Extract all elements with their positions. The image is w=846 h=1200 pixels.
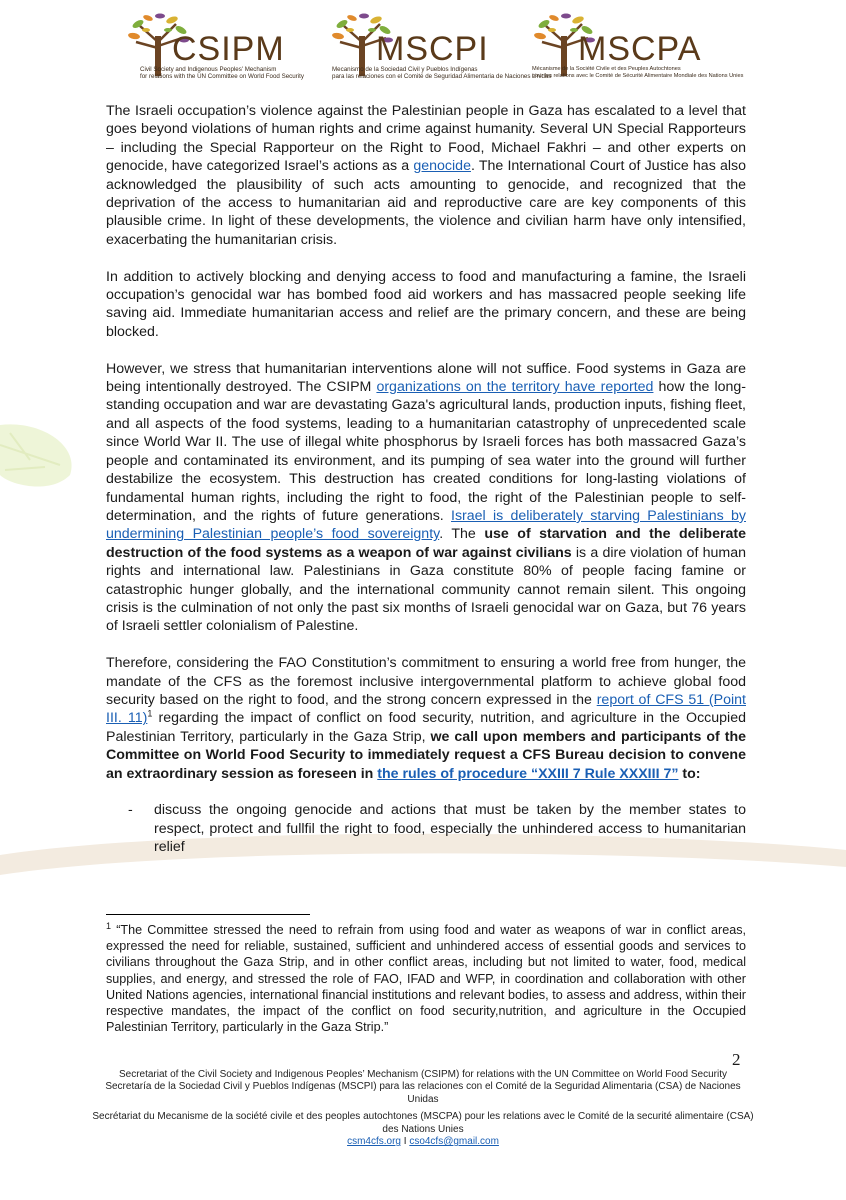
rules-of-procedure-link[interactable]: the rules of procedure “XXIII 7 Rule XXXIII 7” [377, 765, 679, 782]
page-number: 2 [732, 1050, 741, 1069]
footnote-marker: 1 [106, 920, 112, 931]
logo-mscpa [532, 10, 742, 92]
genocide-link[interactable]: genocide [413, 158, 471, 175]
logo-subtitle: Mecanismo de la Sociedad Civil y Pueblos Indígenas para las relaciones con el Comité de Seguridad Alimentaria de Naciones Unidas [332, 66, 552, 81]
document-body [106, 102, 746, 857]
footer-line-french: Secrétariat du Mecanisme de la société civile et des peoples autochtones (MSCPA) pour les relations avec le Comité de la securité alimentaire (CSA) des Nations Unies [92, 1111, 754, 1135]
footnote: $^1$ “The Committee stressed the need to refrain from using food and water as weapons of war in conflict areas, expressed the need for reliable, sustained, sufficient and unhindered access of essential goods and services to civilians throughout the Gaza Strip, and in other conflict areas, including but not limited to water, food, medical supplies, and energy, and stressed the role of FAO, IFAD and WFP, in coordination and collaboration with other United Nations agencies, international financial institutions and relevant bodies, to assess and address, within their respective mandates, the impact of the conflict on food security,nutrition, and agriculture in the Occupied Palestinian Territory, particularly in the Gaza Strip.” [106, 920, 746, 1035]
paragraph-3: However, we stress that humanitarian interventions alone will not suffice. Food systems in Gaza are being intentionally destroyed. The CSIPM organizations on the territory have reported how the long-standing occupation and war are devastating Gaza's agricultural lands, production inputs, fishing fleet, and all aspects of the food systems, leading to a humanitarian catastrophy of unprecedented scale since World War II. The use of illegal white phosphorus by Israeli forces has both massacred Gaza’s people and contaminated its environment, and its pumping of sea water into the ground will further destabilize the ecosystem. This destruction has created conditions for long-lasting violations of fundamental human rights, including the right to food, the right of the Palestinian people to self-determination, and the rights of future generations. Israel is deliberately starving Palestinians by undermining Palestinian people’s food sovereignty. The use of starvation and the deliberate destruction of the food systems as a weapon of war against civilians is a dire violation of human rights and international law. Palestinians in Gaza constitute 80% of people facing famine or catastrophic hunger globally, and the international community cannot remain silent. This ongoing crisis is the culmination of not only the past six months of Israeli genocidal war on Gaza, but 76 years of Israeli settler colonialism of Palestine. [106, 360, 747, 635]
logo-csipm [126, 10, 316, 92]
logo-acronym: MSCPA [578, 30, 702, 68]
letterhead [0, 10, 846, 92]
leaf-watermark-icon [0, 415, 90, 495]
page-footer [90, 1069, 756, 1148]
paragraph-4: Therefore, considering the FAO Constitution’s commitment to ensuring a world free from hunger, the mandate of the CFS as the foremost inclusive intergovernmental platform to achieve global food security based on the right to food, and the strong concern expressed in the report of CFS 51 (Point III. 11)$^1$ regarding the impact of conflict on food security, nutrition, and agriculture in the Occupied Palestinian Territory, particularly in the Gaza Strip, we call upon members and participants of the Committee on World Food Security to immediately request a CFS Bureau decision to convene an extraordinary session as foreseen in the rules of procedure “XXIII 7 Rule XXXIII 7” to: [106, 655, 746, 782]
organizations-report-link[interactable]: organizations on the territory have reported [376, 379, 654, 396]
footer-line-english: Secretariat of the Civil Society and Indigenous Peoples’ Mechanism (CSIPM) for relations with the UN Committee on World Food Security [118, 1069, 728, 1080]
paragraph-1: The Israeli occupation’s violence against the Palestinian people in Gaza has escalated to a level that goes beyond violations of human rights and crime against humanity. Several UN Special Rapporteurs – including the Special Rapporteur on the Right to Food, Michael Fakhri – and other experts on genocide, have categorized Israel’s actions as a genocide. The International Court of Justice has also acknowledged the plausibility of such acts amounting to genocide, and recognized that the deprivation of the access to humanitarian aid and reproductive care are key components of this plausible crime. In light of these developments, the violence and civilian harm have only intensified, exacerbating the humanitarian crisis. [106, 103, 746, 248]
website-link[interactable]: csm4cfs.org [347, 1136, 401, 1148]
footnote-separator [106, 914, 310, 915]
email-link[interactable]: cso4cfs@gmail.com [409, 1136, 499, 1148]
bullet-dash: - [128, 802, 133, 819]
logo-subtitle: Civil Society and Indigenous Peoples' Mechanism for relations with the UN Committee on World Food Security [140, 66, 304, 81]
footnote-reference[interactable]: 1 [147, 708, 153, 719]
logo-acronym: MSCPI [376, 30, 489, 68]
cfs51-report-link[interactable]: report of CFS 51 (Point III. 11) [106, 691, 746, 727]
paragraph-2: In addition to actively blocking and denying access to food and manufacturing a famine, the Israeli occupation’s genocidal war has bombed food aid workers and has massacred people seeking life saving aid. Immediate humanitarian access and relief are the primary concern, and these are being blocked. [106, 268, 746, 340]
logo-subtitle: Mécanisme de la Société Civile et des Peuples Autochtones pour les relations avec le Comité de Sécurité Alimentaire Mondiale des Nations Unies [532, 66, 744, 80]
food-sovereignty-link[interactable]: Israel is deliberately starving Palestinians by undermining Palestinian people’s food sovereignty [106, 507, 746, 543]
logo-mscpi [330, 10, 552, 92]
logo-acronym: CSIPM [172, 30, 285, 68]
footer-links: csm4cfs.org I cso4cfs@gmail.com [347, 1136, 499, 1148]
list-item: - discuss the ongoing genocide and actions that must be taken by the member states to respect, protect and fullfil the right to food, especially the unhindered access to humanitarian relief [128, 802, 746, 856]
footer-line-spanish: Secretaría de la Sociedad Civil y Pueblos Indígenas (MSCPI) para las relaciones con el Comité de la Seguridad Alimentaria (CSA) de Naciones Unidas [105, 1081, 741, 1105]
